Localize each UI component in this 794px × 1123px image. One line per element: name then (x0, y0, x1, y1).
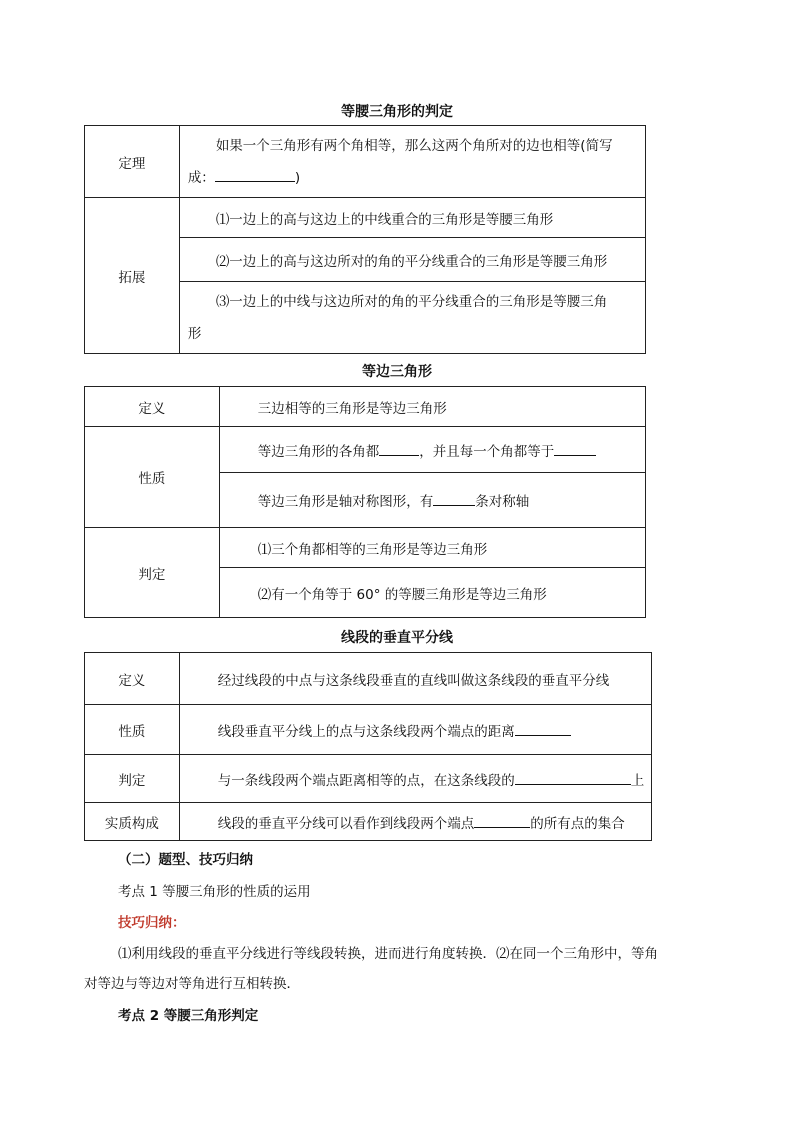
equilateral-prop-1 (219, 427, 645, 473)
skill-text-b: 对等边与等边对等角进行互相转换． (84, 976, 300, 992)
prop-1-text-b: ，并且每一个角都等于 (419, 443, 555, 460)
skill-label: 技巧归纳： (118, 915, 186, 931)
theorem-blank[interactable] (215, 167, 295, 182)
theorem-text-a: 如果一个三角形有两个角相等，那么这两个角所对的边也相等(简写 (215, 137, 613, 154)
bisector-essence-label: 实质构成 (85, 803, 180, 841)
isosceles-judgement-table (84, 125, 646, 354)
bisector-judge (179, 755, 651, 803)
bisector-prop-text: 线段垂直平分线上的点与这条线段两个端点的距离 (217, 723, 515, 740)
point1-text: 考点 1 等腰三角形的性质的运用 (118, 884, 311, 900)
theorem-text-b-prefix: 成： (187, 169, 215, 186)
equilateral-def-label: 定义 (85, 387, 220, 427)
bisector-essence-text-b: 的所有点的集合 (530, 815, 625, 832)
prop-2-blank[interactable] (433, 491, 475, 506)
bisector-essence-blank[interactable] (474, 813, 530, 828)
prop-1-blank-2[interactable] (554, 441, 596, 456)
bisector-judge-text-b: 上 (630, 772, 645, 789)
bisector-def-text: 经过线段的中点与这条线段垂直的直线叫做这条线段的垂直平分线 (179, 653, 651, 705)
equilateral-judge-1: ⑴三个角都相等的三角形是等边三角形 (219, 528, 645, 568)
theorem-label: 定理 (85, 126, 180, 198)
theorem-content (179, 126, 645, 198)
prop-2-text-b: 条对称轴 (475, 494, 530, 510)
extend-item-3 (179, 282, 645, 354)
section3-title: 线段的垂直平分线 (341, 630, 453, 646)
section1-title: 等腰三角形的判定 (341, 104, 453, 120)
equilateral-def-text: 三边相等的三角形是等边三角形 (219, 387, 645, 427)
prop-2-text-a: 等边三角形是轴对称图形，有 (257, 494, 434, 510)
skill-text-a: ⑴利用线段的垂直平分线进行等线段转换，进而进行角度转换．⑵在同一个三角形中，等角 (118, 946, 658, 962)
equilateral-prop-label: 性质 (85, 427, 220, 528)
perpendicular-bisector-table (84, 652, 652, 841)
bisector-essence (179, 803, 651, 841)
prop-1-blank-1[interactable] (379, 441, 419, 456)
prop-1-text-a: 等边三角形的各角都 (257, 443, 380, 460)
theorem-text-b-suffix: ) (294, 169, 301, 186)
equilateral-judge-label: 判定 (85, 528, 220, 618)
point2-text: 考点 2 等腰三角形判定 (118, 1008, 259, 1024)
part2-heading: （二）题型、技巧归纳 (118, 852, 253, 868)
extend-item-3-text-b: 形 (187, 325, 202, 342)
extend-item-2 (179, 238, 645, 282)
bisector-essence-text-a: 线段的垂直平分线可以看作到线段两个端点 (217, 815, 475, 832)
extend-item-1-text: ⑴一边上的高与这边上的中线重合的三角形是等腰三角形 (215, 211, 554, 228)
bisector-prop-blank[interactable] (515, 721, 571, 736)
equilateral-prop-2 (219, 473, 645, 528)
bisector-prop (179, 705, 651, 755)
bisector-judge-label: 判定 (85, 755, 180, 803)
equilateral-table (84, 386, 646, 618)
extend-item-1 (179, 198, 645, 238)
extend-item-2-text: ⑵一边上的高与这边所对的角的平分线重合的三角形是等腰三角形 (215, 253, 608, 270)
bisector-judge-blank[interactable] (515, 770, 631, 785)
section2-title: 等边三角形 (362, 364, 432, 380)
bisector-def-label: 定义 (85, 653, 180, 705)
extend-item-3-text-a: ⑶一边上的中线与这边所对的角的平分线重合的三角形是等腰三角 (215, 293, 608, 310)
equilateral-judge-2: ⑵有一个角等于 60° 的等腰三角形是等边三角形 (219, 568, 645, 618)
bisector-judge-text-a: 与一条线段两个端点距离相等的点，在这条线段的 (217, 772, 515, 789)
extend-label: 拓展 (85, 198, 180, 354)
bisector-prop-label: 性质 (85, 705, 180, 755)
